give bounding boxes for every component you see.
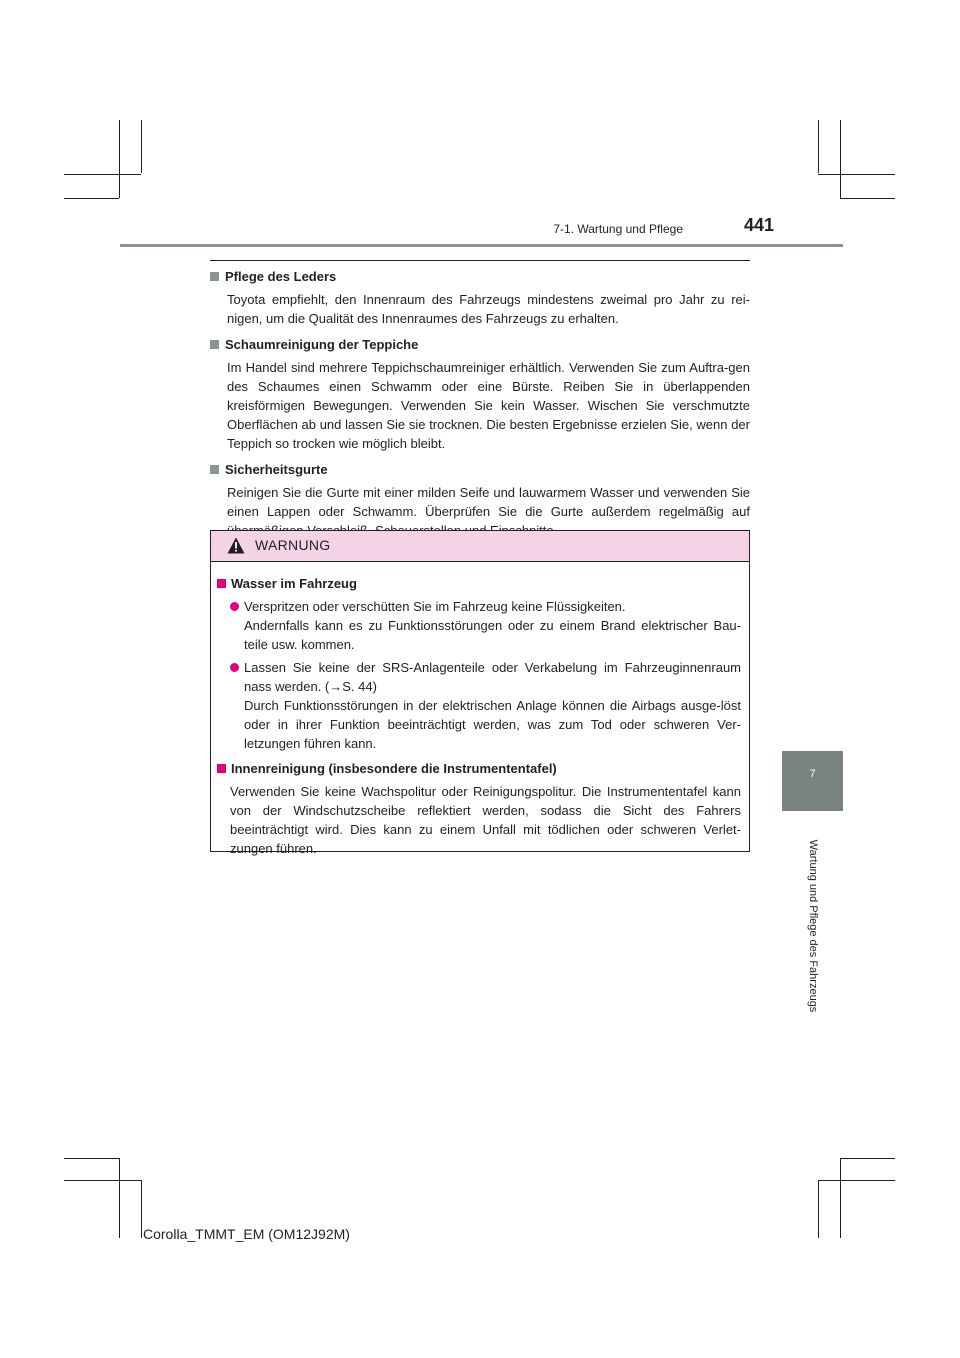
crop-mark (64, 1180, 141, 1181)
bullet-text: Verspritzen oder verschütten Sie im Fahrzeug keine Flüssigkeiten. (244, 599, 626, 614)
chapter-number: 7 (809, 768, 816, 780)
square-bullet-icon (217, 764, 226, 773)
warning-section-water (217, 574, 741, 753)
crop-mark (840, 1158, 895, 1159)
circle-bullet-icon (230, 663, 239, 672)
warning-section-title: Wasser im Fahrzeug (231, 576, 357, 591)
section-body: Reinigen Sie die Gurte mit einer milden Seife und lauwarmem Wasser und verwenden Sie einen Lappen oder Schwamm. Überprüfen Sie die Gurte außerdem regelmäßig auf (227, 485, 750, 519)
crop-mark (818, 1180, 819, 1238)
bullet-text: Andernfalls kann es zu Funktionsstörungen oder zu einem Brand elektrischer Bau-teile usw. kommen. (244, 618, 741, 652)
section-seatbelts (210, 460, 750, 540)
crop-mark (141, 1180, 142, 1238)
square-bullet-icon (217, 579, 226, 588)
section-body: Toyota empfiehlt, den Innenraum des Fahrzeugs mindestens zweimal pro Jahr zu rei-nigen, um die Qualität des Innenraumes des Fahrzeugs zu erhalten. (227, 292, 750, 326)
warning-triangle-icon (227, 537, 245, 554)
bullet-text: Lassen Sie keine der SRS-Anlagenteile oder Verkabelung im Fahrzeuginnenraum nass werden. (→S. 44) (244, 660, 741, 694)
warning-header (211, 531, 749, 562)
crop-mark (818, 174, 895, 175)
square-bullet-icon (210, 340, 219, 349)
warning-bullet (217, 597, 741, 654)
bullet-text: Durch Funktionsstörungen in der elektrischen Anlage können die Airbags ausge-löst oder in ihrer Funktion beeinträchtigt werden, was zum Tod oder schweren Ver-letzungen führen kann. (244, 698, 741, 751)
crop-mark (818, 120, 819, 173)
circle-bullet-icon (230, 602, 239, 611)
warning-body (211, 562, 749, 858)
crop-mark (64, 1158, 119, 1159)
crop-mark (119, 1158, 120, 1238)
section-title: Schaumreinigung der Teppiche (225, 337, 419, 352)
section-title: Sicherheitsgurte (225, 462, 328, 477)
crop-mark (840, 198, 895, 199)
crop-mark (119, 120, 120, 198)
square-bullet-icon (210, 465, 219, 474)
warning-bullet (217, 658, 741, 753)
warning-box (210, 530, 750, 856)
section-title: Pflege des Leders (225, 269, 337, 284)
crop-mark (64, 174, 141, 175)
section-leather-care (210, 267, 750, 328)
crop-mark (840, 120, 841, 198)
crop-mark (64, 198, 119, 199)
content-area (210, 267, 750, 547)
section-body: Im Handel sind mehrere Teppichschaumreiniger erhältlich. Verwenden Sie zum Auftra-gen des Schaumes einen Schwamm oder eine Bürste. Reiben Sie in überlappenden kreisförmigen Bewegungen. Verwenden Sie kein Wasser. Wischen Sie verschmutzte Oberflächen ab und lassen Sie sie trocknen. Die besten Ergebnisse erzielen Sie, wenn der Teppich so trocken wie möglich bleibt. (227, 360, 750, 451)
crop-mark (141, 120, 142, 173)
warning-section-body: Verwenden Sie keine Wachspolitur oder Reinigungspolitur. Die Instrumententafel kann von der Windschutzscheibe reflektiert werden, sodass die Sicht des Fahrers beeinträchtigt wird. Dies kann zu einem Unfall mit tödlichen oder schweren Verlet-zungen führen. (230, 784, 741, 856)
chapter-title: Wartung und Pflege des Fahrzeugs (807, 839, 819, 1013)
section-carpet-foam (210, 335, 750, 453)
chapter-tab (782, 751, 843, 811)
footer-model-code: Corolla_TMMT_EM (OM12J92M) (143, 1226, 350, 1242)
warning-section-interior-cleaning (217, 759, 741, 858)
crop-mark (840, 1158, 841, 1238)
content-divider (210, 260, 750, 261)
header-rule (120, 244, 843, 247)
crop-mark (818, 1180, 895, 1181)
page-number: 441 (743, 215, 774, 235)
warning-label: WARNUNG (255, 537, 331, 553)
square-bullet-icon (210, 272, 219, 281)
warning-section-title: Innenreinigung (insbesondere die Instrumententafel) (231, 761, 557, 776)
section-label: 7-1. Wartung und Pflege (553, 222, 683, 236)
